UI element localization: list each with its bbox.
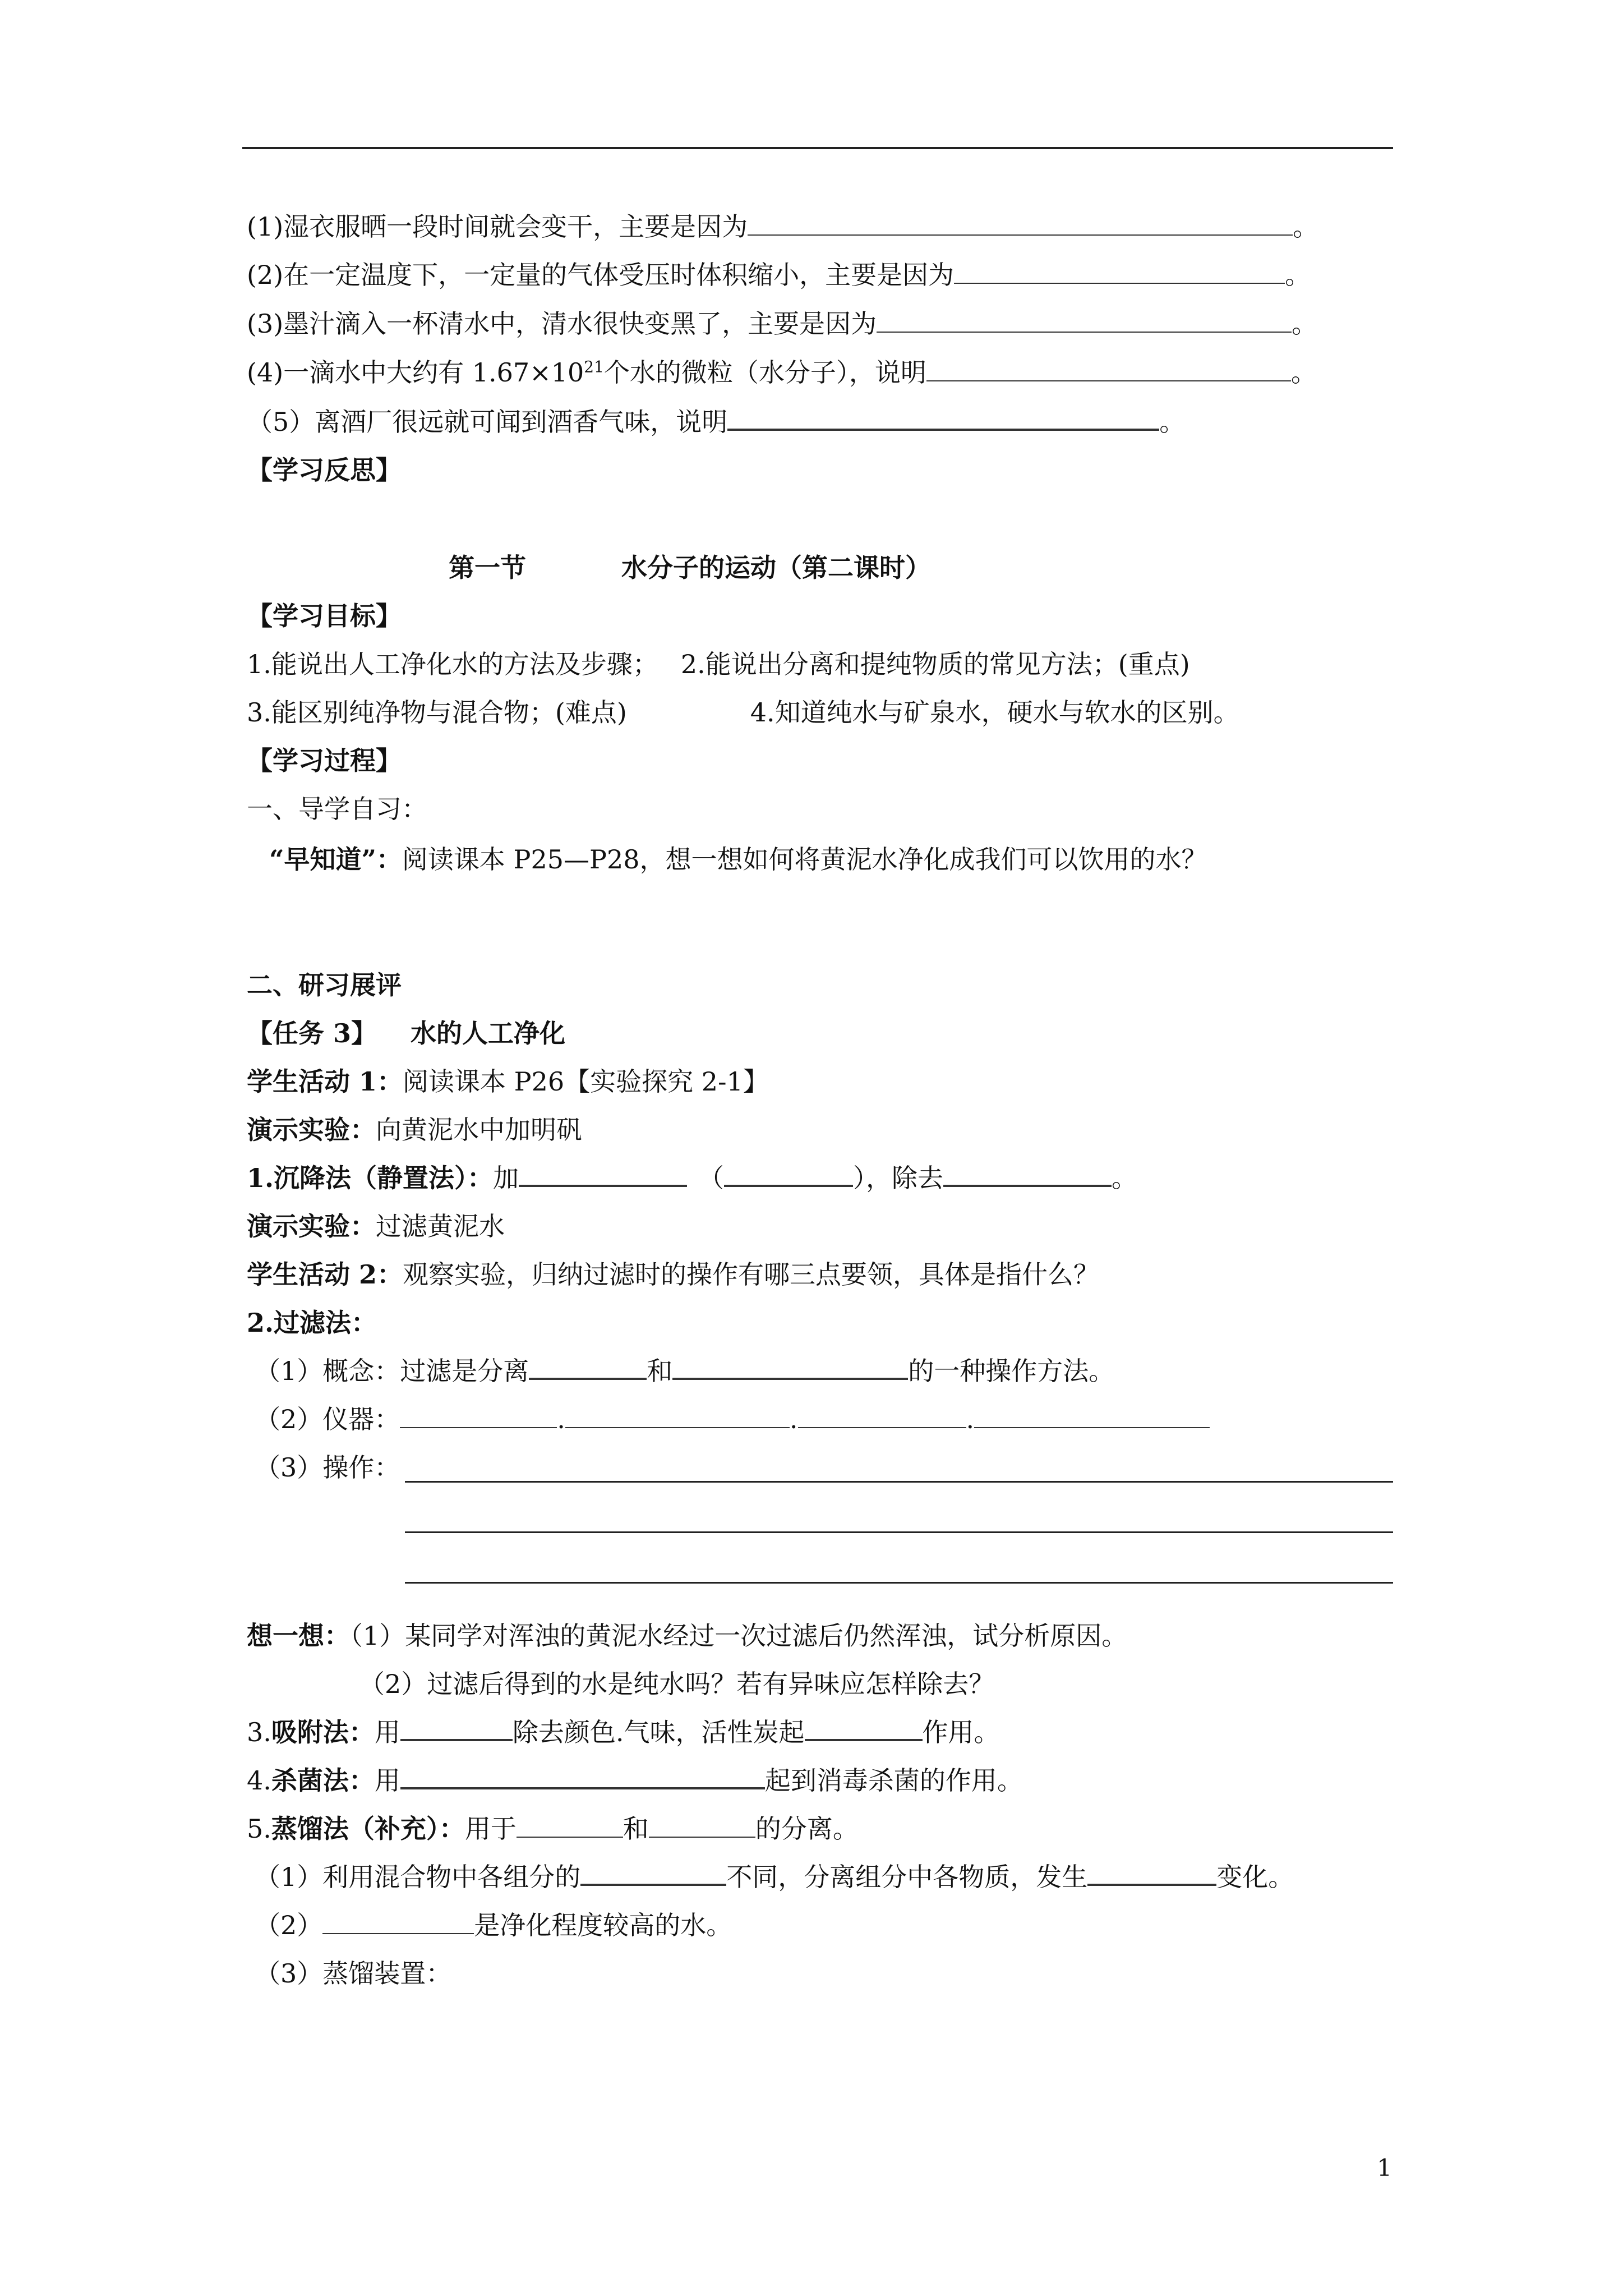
think-1-text: （1）某同学对浑浊的黄泥水经过一次过滤后仍然浑浊，试分析原因。: [350, 1621, 1128, 1651]
effect-text: 作用。: [922, 1717, 1000, 1747]
method-4-line: [247, 1764, 1023, 1797]
goal-1: 1.能说出人工净化水的方法及步骤；: [247, 649, 658, 679]
think-line-2: [359, 1667, 994, 1701]
item-2-number: （2）: [255, 1910, 323, 1940]
answer-blank[interactable]: [649, 1814, 755, 1838]
answer-blank[interactable]: [1087, 1861, 1216, 1886]
demo-1-line: [247, 1113, 582, 1147]
goals-heading: 【学习目标】: [247, 601, 402, 631]
period: 。: [1290, 357, 1317, 388]
activity-2-line: [247, 1258, 1099, 1291]
answer-blank[interactable]: [565, 1405, 790, 1428]
task-3-line: [247, 1016, 565, 1050]
period: 。: [1112, 1163, 1138, 1193]
operation-text: （3）操作：: [255, 1452, 400, 1483]
instruments-text: （2）仪器：: [255, 1404, 400, 1434]
method-1-label: 1.沉降法（静置法）：: [247, 1163, 494, 1193]
distillation-3: [255, 1957, 451, 1990]
question-5-text: （5）离酒厂很远就可闻到酒香气味，说明: [247, 407, 728, 437]
filtration-instruments: [255, 1402, 1210, 1436]
method-5-number: 5.: [247, 1814, 271, 1844]
distillation-apparatus-text: （3）蒸馏装置：: [255, 1958, 452, 1989]
remove-text: ），除去: [853, 1163, 944, 1193]
distillation-2: [255, 1908, 732, 1942]
answer-blank[interactable]: [400, 1405, 557, 1428]
period: 。: [1292, 309, 1318, 339]
goal-4: 4.知道纯水与矿泉水，硬水与软水的区别。: [750, 697, 1239, 728]
use-text: 用: [374, 1717, 400, 1747]
zaozhidao-line: [269, 843, 1207, 876]
goal-3: 3.能区别纯净物与混合物；(难点): [247, 697, 627, 728]
separate-text: 不同，分离组分中各物质，发生: [726, 1862, 1088, 1892]
answer-blank[interactable]: [798, 1405, 966, 1428]
method-3-number: 3.: [247, 1717, 271, 1747]
question-3-text: (3)墨汁滴入一杯清水中，清水很快变黑了，主要是因为: [247, 309, 877, 339]
answer-blank[interactable]: [954, 260, 1285, 284]
answer-blank[interactable]: [672, 1355, 908, 1380]
part-1-heading: 一、导学自习：: [247, 794, 427, 824]
demo-2-line: [247, 1209, 505, 1243]
answer-blank[interactable]: [943, 1162, 1112, 1187]
and-text: 和: [647, 1356, 673, 1386]
lesson-title: [449, 551, 931, 585]
method-2-label: 2.过滤法：: [247, 1308, 377, 1338]
answer-blank[interactable]: [724, 1162, 853, 1187]
answer-blank[interactable]: [580, 1861, 726, 1886]
activity-2-label: 学生活动 2：: [247, 1259, 403, 1290]
goals-line-2: [247, 696, 1239, 729]
answer-blank[interactable]: [517, 1814, 623, 1838]
task-3-label: 【任务 3】: [247, 1018, 377, 1048]
dot: .: [789, 1404, 798, 1434]
answer-blank[interactable]: [400, 1717, 513, 1741]
demo-label: 演示实验：: [247, 1211, 376, 1241]
reflection-heading: 【学习反思】: [247, 455, 402, 485]
sterilize-text: 起到消毒杀菌的作用。: [764, 1765, 1023, 1796]
answer-blank[interactable]: [519, 1162, 687, 1187]
distillation-1: [255, 1860, 1294, 1894]
goal-2: 2.能说出分离和提纯物质的常见方法；(重点): [680, 649, 1190, 679]
zaozhidao-label: “早知道”：: [269, 844, 402, 875]
answer-blank[interactable]: [805, 1717, 923, 1741]
question-5: [247, 405, 1185, 439]
answer-blank[interactable]: [877, 309, 1292, 333]
question-3: [247, 307, 1317, 341]
answer-blank[interactable]: [400, 1765, 765, 1789]
purified-water-text: 是净化程度较高的水。: [474, 1910, 732, 1940]
page-number: 1: [1377, 2154, 1392, 2182]
question-2-text: (2)在一定温度下，一定量的气体受压时体积缩小，主要是因为: [247, 260, 955, 290]
operation-answer-line[interactable]: [405, 1582, 1393, 1584]
lesson-title-text: 水分子的运动（第二课时）: [621, 553, 931, 583]
activity-1-line: [247, 1065, 769, 1098]
and-text: 和: [623, 1814, 649, 1844]
answer-blank[interactable]: [926, 358, 1291, 381]
method-3-line: [247, 1715, 1000, 1749]
answer-blank[interactable]: [748, 212, 1293, 236]
question-1: [247, 210, 1318, 243]
method-5-line: [247, 1812, 859, 1846]
think-2-text: （2）过滤后得到的水是纯水吗？若有异味应怎样除去？: [359, 1669, 995, 1699]
exponent: 21: [584, 357, 604, 376]
change-text: 变化。: [1216, 1862, 1294, 1892]
method-5-label: 蒸馏法（补充）：: [271, 1814, 465, 1844]
zaozhidao-text: 阅读课本 P25—P28，想一想如何将黄泥水净化成我们可以饮用的水？: [402, 844, 1207, 875]
question-4: [247, 356, 1317, 389]
operation-answer-line[interactable]: [405, 1481, 1393, 1483]
filtration-operation: [255, 1451, 400, 1484]
filtration-concept: [255, 1354, 1114, 1388]
operation-answer-line[interactable]: [405, 1531, 1393, 1533]
concept-text: （1）概念：过滤是分离: [255, 1356, 529, 1386]
think-line-1: [247, 1619, 1127, 1653]
answer-blank[interactable]: [727, 406, 1159, 431]
dot: .: [966, 1404, 975, 1434]
method-4-label: 杀菌法：: [271, 1765, 375, 1796]
method-1-line: [247, 1161, 1137, 1195]
concept-end-text: 的一种操作方法。: [908, 1356, 1115, 1386]
separation-text: 的分离。: [755, 1814, 859, 1844]
think-label: 想一想：: [247, 1621, 350, 1651]
lesson-section: 第一节: [449, 553, 526, 583]
adsorption-text: 除去颜色.气味，活性炭起: [512, 1717, 805, 1747]
use-text: 用: [374, 1765, 400, 1796]
period: 。: [1159, 407, 1186, 437]
task-3-title: 水的人工净化: [411, 1018, 566, 1048]
components-text: （1）利用混合物中各组分的: [255, 1862, 581, 1892]
period: 。: [1285, 260, 1311, 290]
goals-line-1: [247, 647, 1190, 681]
period: 。: [1293, 211, 1319, 242]
method-3-label: 吸附法：: [271, 1717, 375, 1747]
method-4-number: 4.: [247, 1765, 271, 1796]
question-4-text-pre: (4)一滴水中大约有 1.67×10: [247, 357, 584, 388]
add-text: 加: [493, 1163, 519, 1193]
question-2: [247, 258, 1311, 292]
question-1-text: (1)湿衣服晒一段时间就会变干，主要是因为: [247, 211, 748, 242]
header-rule: [242, 147, 1393, 149]
answer-blank[interactable]: [529, 1355, 647, 1380]
answer-blank[interactable]: [322, 1911, 474, 1934]
activity-1-text: 阅读课本 P26【实验探究 2-1】: [403, 1066, 769, 1097]
answer-blank[interactable]: [974, 1405, 1210, 1428]
used-for-text: 用于: [464, 1814, 517, 1844]
activity-1-label: 学生活动 1：: [247, 1066, 403, 1097]
demo-2-text: 过滤黄泥水: [376, 1211, 505, 1241]
dot: .: [557, 1404, 565, 1434]
paren-open: （: [698, 1163, 725, 1193]
process-heading: 【学习过程】: [247, 746, 402, 776]
question-4-text-post: 个水的微粒（水分子），说明: [603, 357, 926, 388]
activity-2-text: 观察实验，归纳过滤时的操作有哪三点要领，具体是指什么？: [403, 1259, 1100, 1290]
demo-label: 演示实验：: [247, 1115, 376, 1145]
demo-1-text: 向黄泥水中加明矾: [376, 1115, 582, 1145]
part-2-heading: 二、研习展评: [247, 970, 402, 1000]
